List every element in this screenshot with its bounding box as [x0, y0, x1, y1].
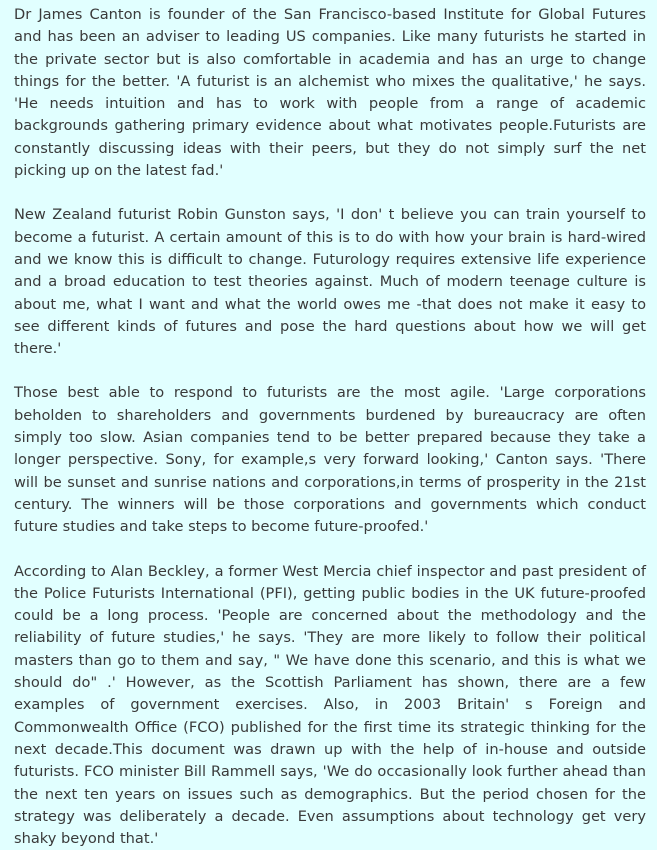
paragraph-canton-intro: Dr James Canton is founder of the San Francisco-based Institute for Global Futures and has been an adviser to leading US companies. Like many futurists he started in the private sector but is also comfortable in academia and has an urge to change things for the better. 'A futurist is an alchemist who mixes the qualitative,' he says. 'He needs intuition and has to work with people from a range of academic backgrounds gathering primary evidence about what motivates people.Futurists are constantly discussing ideas with their peers, but they do not simply surf the net picking up on the latest fad.'	[14, 6, 646, 180]
paragraph-beckley-fco: According to Alan Beckley, a former West Mercia chief inspector and past president of the Police Futurists International (PFI), getting public bodies in the UK future-proofed could be a long process. 'People are concerned about the methodology and the reliability of future studies,' he says. 'They are more likely to follow their political masters than go to them and say, " We have done this scenario, and this is what we should do" .' However, as the Scottish Parliament has shown, there are a few examples of government exercises. Also, in 2003 Britain' s Foreign and Commonwealth Office (FCO) published for the first time its strategic thinking for the next decade.This document was drawn up with the help of in-house and outside futurists. FCO minister Bill Rammell says, 'We do occasionally look further ahead than the next ten years on issues such as demographics. But the period chosen for the strategy was deliberately a decade. Even assumptions about technology get very shaky beyond that.'	[14, 562, 646, 848]
paragraph-agile-organisations: Those best able to respond to futurists are the most agile. 'Large corporations beholden to shareholders and governments burdened by bureaucracy are often simply too slow. Asian companies tend to be better prepared because they take a longer perspective. Sony, for example,s very forward looking,' Canton says. 'There will be sunset and sunrise nations and corporations,in terms of prosperity in the 21st century. The winners will be those corporations and governments which conduct future studies and take steps to become future-proofed.'	[14, 384, 646, 536]
paragraph-gunston-quote: New Zealand futurist Robin Gunston says, 'I don' t believe you can train yourself to become a futurist. A certain amount of this is to do with how your brain is hard-wired and we know this is difficult to change. Futurology requires extensive life experience and a broad education to test theories against. Much of modern teenage culture is about me, what I want and what the world owes me -that does not make it easy to see different kinds of futures and pose the hard questions about how we will get there.'	[14, 206, 646, 358]
